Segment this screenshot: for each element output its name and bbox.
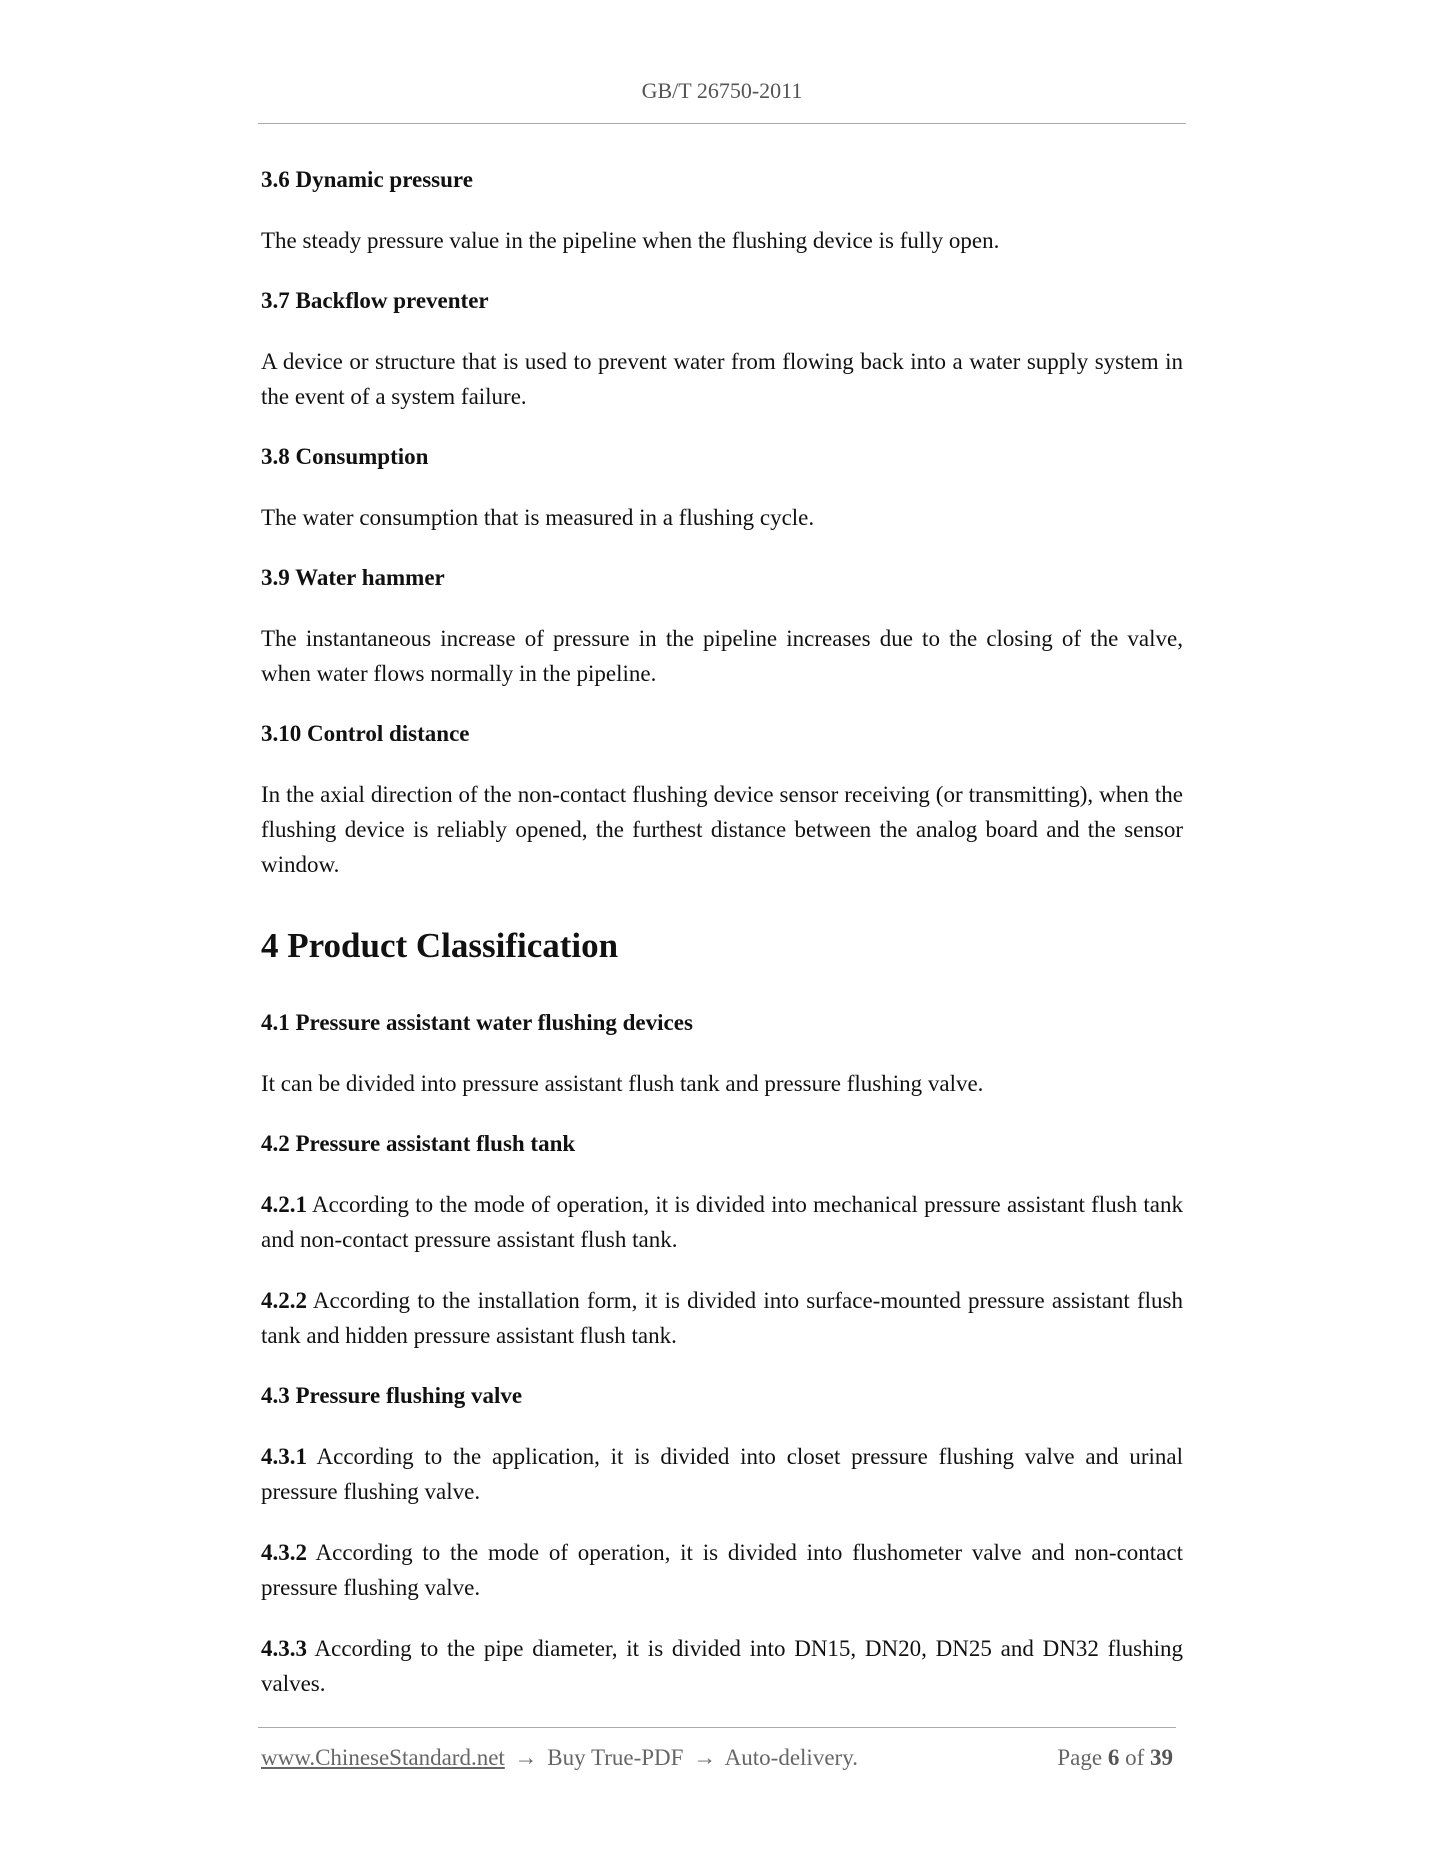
heading-3-6: 3.6 Dynamic pressure [261,167,473,192]
footer-delivery-text: Auto-delivery. [724,1745,858,1770]
page-prefix: Page [1057,1745,1103,1770]
heading-3-9: 3.9 Water hammer [261,565,445,590]
header-divider [258,123,1186,124]
heading-4-1: 4.1 Pressure assistant water flushing devices [261,1010,693,1035]
clause-number-4-3-1: 4.3.1 [261,1444,307,1469]
page-content [261,163,1183,1727]
clause-4-2-2 [261,1283,1183,1353]
heading-3-10: 3.10 Control distance [261,721,470,746]
clause-text-4-3-3: According to the pipe diameter, it is divided into DN15, DN20, DN25 and DN32 flushing valves. [261,1636,1183,1696]
footer-buy-text: Buy True-PDF [547,1745,684,1770]
footer-divider [258,1727,1176,1728]
text-3-10: In the axial direction of the non-contact flushing device sensor receiving (or transmitting), when the flushing device is reliably opened, the furthest distance between the analog board and the sensor window. [261,782,1183,877]
text-3-7: A device or structure that is used to prevent water from flowing back into a water supply system in the event of a system failure. [261,349,1183,409]
clause-number-4-2-1: 4.2.1 [261,1192,307,1217]
text-3-8: The water consumption that is measured in a flushing cycle. [261,505,815,530]
document-header: GB/T 26750-2011 [641,78,803,103]
clause-4-3-3 [261,1631,1183,1701]
text-3-6: The steady pressure value in the pipeline when the flushing device is fully open. [261,228,1000,253]
clause-text-4-2-2: According to the installation form, it is divided into surface-mounted pressure assistant flush tank and hidden pressure assistant flush tank. [261,1288,1183,1348]
arrow-right-icon: → [514,1745,538,1770]
page-footer [261,1745,1173,1771]
text-3-9: The instantaneous increase of pressure in the pipeline increases due to the closing of the valve, when water flows normally in the pipeline. [261,626,1183,686]
heading-3-7: 3.7 Backflow preventer [261,288,489,313]
page-total: 39 [1150,1745,1173,1770]
page-indicator [1057,1745,1173,1771]
footer-promo [261,1745,858,1771]
clause-text-4-2-1: According to the mode of operation, it is divided into mechanical pressure assistant flush tank and non-contact pressure assistant flush tank. [261,1192,1183,1252]
heading-4-3: 4.3 Pressure flushing valve [261,1383,523,1408]
heading-4-2: 4.2 Pressure assistant flush tank [261,1131,576,1156]
clause-number-4-3-2: 4.3.2 [261,1540,307,1565]
heading-3-8: 3.8 Consumption [261,444,429,469]
clause-4-3-2 [261,1535,1183,1605]
text-4-1: It can be divided into pressure assistant flush tank and pressure flushing valve. [261,1071,984,1096]
clause-text-4-3-1: According to the application, it is divided into closet pressure flushing valve and urinal pressure flushing valve. [261,1444,1183,1504]
clause-4-3-1 [261,1439,1183,1509]
section-heading-4: 4 Product Classification [261,926,619,965]
clause-number-4-3-3: 4.3.3 [261,1636,307,1661]
clause-4-2-1 [261,1187,1183,1257]
clause-text-4-3-2: According to the mode of operation, it is divided into flushometer valve and non-contact pressure flushing valve. [261,1540,1183,1600]
footer-website-link[interactable]: www.ChineseStandard.net [261,1745,505,1770]
arrow-right-icon: → [693,1745,717,1770]
clause-number-4-2-2: 4.2.2 [261,1288,307,1313]
page-of: of [1125,1745,1145,1770]
page-number: 6 [1107,1745,1120,1770]
